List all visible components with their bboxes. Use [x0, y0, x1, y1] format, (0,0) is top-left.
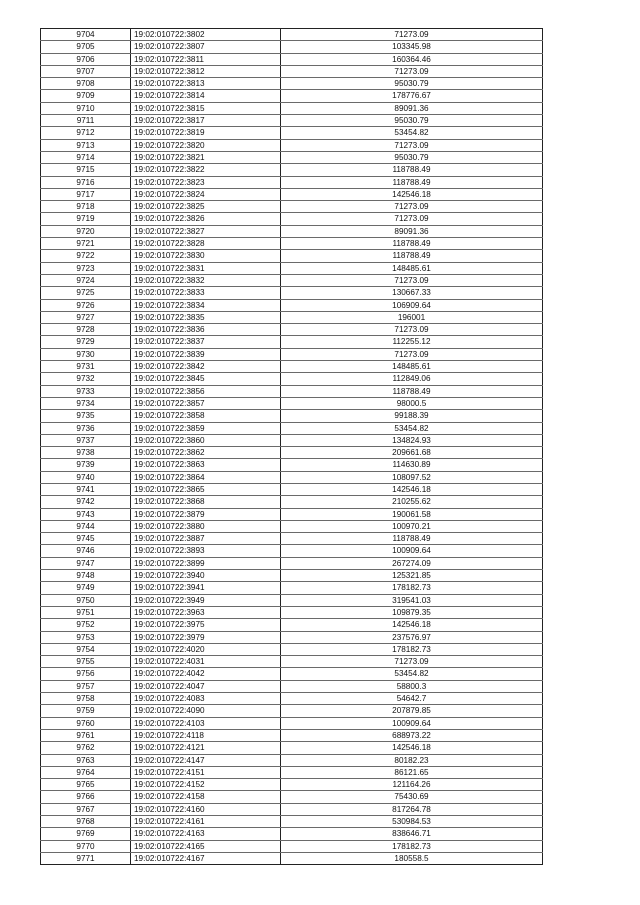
table-row [41, 729, 543, 741]
table-row [41, 852, 543, 864]
row-number-cell: 9729 [41, 336, 131, 348]
row-number-cell: 9721 [41, 238, 131, 250]
row-number-cell: 9733 [41, 385, 131, 397]
cadastral-number-cell: 19:02:010722:3940 [131, 570, 281, 582]
table-row [41, 410, 543, 422]
amount-cell: 118788.49 [281, 533, 543, 545]
amount-cell: 112849.06 [281, 373, 543, 385]
cadastral-number-cell: 19:02:010722:3822 [131, 164, 281, 176]
row-number-cell: 9763 [41, 754, 131, 766]
cadastral-number-cell: 19:02:010722:3899 [131, 557, 281, 569]
amount-cell: 103345.98 [281, 41, 543, 53]
table-row [41, 324, 543, 336]
cadastral-number-cell: 19:02:010722:4042 [131, 668, 281, 680]
table-row [41, 693, 543, 705]
table-row [41, 570, 543, 582]
row-number-cell: 9727 [41, 311, 131, 323]
table-row [41, 213, 543, 225]
amount-cell: 125321.85 [281, 570, 543, 582]
row-number-cell: 9766 [41, 791, 131, 803]
row-number-cell: 9748 [41, 570, 131, 582]
row-number-cell: 9713 [41, 139, 131, 151]
row-number-cell: 9728 [41, 324, 131, 336]
amount-cell: 71273.09 [281, 139, 543, 151]
table-row [41, 594, 543, 606]
row-number-cell: 9734 [41, 397, 131, 409]
amount-cell: 688973.22 [281, 729, 543, 741]
amount-cell: 100970.21 [281, 520, 543, 532]
amount-cell: 160364.46 [281, 53, 543, 65]
table-row [41, 385, 543, 397]
row-number-cell: 9743 [41, 508, 131, 520]
amount-cell: 148485.61 [281, 262, 543, 274]
row-number-cell: 9736 [41, 422, 131, 434]
table-row [41, 139, 543, 151]
cadastral-number-cell: 19:02:010722:4161 [131, 816, 281, 828]
amount-cell: 109879.35 [281, 606, 543, 618]
row-number-cell: 9738 [41, 447, 131, 459]
cadastral-number-cell: 19:02:010722:3860 [131, 434, 281, 446]
table-body [41, 29, 543, 865]
cadastral-number-cell: 19:02:010722:3813 [131, 78, 281, 90]
table-row [41, 188, 543, 200]
table-row [41, 102, 543, 114]
row-number-cell: 9744 [41, 520, 131, 532]
row-number-cell: 9723 [41, 262, 131, 274]
cadastral-number-cell: 19:02:010722:3949 [131, 594, 281, 606]
amount-cell: 114630.89 [281, 459, 543, 471]
cadastral-number-cell: 19:02:010722:4047 [131, 680, 281, 692]
table-row [41, 668, 543, 680]
amount-cell: 190061.58 [281, 508, 543, 520]
cadastral-number-cell: 19:02:010722:3821 [131, 151, 281, 163]
table-row [41, 361, 543, 373]
amount-cell: 71273.09 [281, 274, 543, 286]
row-number-cell: 9731 [41, 361, 131, 373]
table-row [41, 606, 543, 618]
amount-cell: 178182.73 [281, 582, 543, 594]
row-number-cell: 9735 [41, 410, 131, 422]
cadastral-number-cell: 19:02:010722:4158 [131, 791, 281, 803]
amount-cell: 71273.09 [281, 29, 543, 41]
cadastral-number-cell: 19:02:010722:4090 [131, 705, 281, 717]
row-number-cell: 9720 [41, 225, 131, 237]
amount-cell: 210255.62 [281, 496, 543, 508]
row-number-cell: 9749 [41, 582, 131, 594]
amount-cell: 118788.49 [281, 385, 543, 397]
table-row [41, 508, 543, 520]
amount-cell: 100909.64 [281, 717, 543, 729]
cadastral-number-cell: 19:02:010722:3845 [131, 373, 281, 385]
table-row [41, 373, 543, 385]
row-number-cell: 9732 [41, 373, 131, 385]
table-row [41, 791, 543, 803]
amount-cell: 267274.09 [281, 557, 543, 569]
cadastral-number-cell: 19:02:010722:3833 [131, 287, 281, 299]
amount-cell: 178776.67 [281, 90, 543, 102]
table-row [41, 201, 543, 213]
row-number-cell: 9755 [41, 656, 131, 668]
cadastral-number-cell: 19:02:010722:3893 [131, 545, 281, 557]
cadastral-number-cell: 19:02:010722:3865 [131, 483, 281, 495]
amount-cell: 196001 [281, 311, 543, 323]
amount-cell: 180558.5 [281, 852, 543, 864]
row-number-cell: 9752 [41, 619, 131, 631]
row-number-cell: 9710 [41, 102, 131, 114]
amount-cell: 108097.52 [281, 471, 543, 483]
table-row [41, 840, 543, 852]
amount-cell: 118788.49 [281, 176, 543, 188]
cadastral-number-cell: 19:02:010722:3880 [131, 520, 281, 532]
row-number-cell: 9704 [41, 29, 131, 41]
amount-cell: 95030.79 [281, 151, 543, 163]
cadastral-number-cell: 19:02:010722:3857 [131, 397, 281, 409]
amount-cell: 53454.82 [281, 127, 543, 139]
table-row [41, 643, 543, 655]
cadastral-number-cell: 19:02:010722:4147 [131, 754, 281, 766]
row-number-cell: 9741 [41, 483, 131, 495]
cadastral-number-cell: 19:02:010722:3812 [131, 65, 281, 77]
table-row [41, 434, 543, 446]
cadastral-number-cell: 19:02:010722:3879 [131, 508, 281, 520]
amount-cell: 118788.49 [281, 238, 543, 250]
cadastral-number-cell: 19:02:010722:3858 [131, 410, 281, 422]
table-row [41, 816, 543, 828]
cadastral-number-cell: 19:02:010722:4118 [131, 729, 281, 741]
table-row [41, 422, 543, 434]
cadastral-number-cell: 19:02:010722:3830 [131, 250, 281, 262]
table-row [41, 459, 543, 471]
table-row [41, 336, 543, 348]
amount-cell: 148485.61 [281, 361, 543, 373]
amount-cell: 530984.53 [281, 816, 543, 828]
table-row [41, 151, 543, 163]
cadastral-number-cell: 19:02:010722:3862 [131, 447, 281, 459]
amount-cell: 112255.12 [281, 336, 543, 348]
table-row [41, 287, 543, 299]
table-row [41, 545, 543, 557]
table-row [41, 631, 543, 643]
amount-cell: 319541.03 [281, 594, 543, 606]
row-number-cell: 9770 [41, 840, 131, 852]
row-number-cell: 9715 [41, 164, 131, 176]
cadastral-number-cell: 19:02:010722:3835 [131, 311, 281, 323]
table-row [41, 348, 543, 360]
cadastral-number-cell: 19:02:010722:3823 [131, 176, 281, 188]
table-row [41, 533, 543, 545]
amount-cell: 89091.36 [281, 102, 543, 114]
cadastral-number-cell: 19:02:010722:4152 [131, 779, 281, 791]
row-number-cell: 9730 [41, 348, 131, 360]
row-number-cell: 9742 [41, 496, 131, 508]
table-row [41, 274, 543, 286]
cadastral-number-cell: 19:02:010722:4121 [131, 742, 281, 754]
cadastral-number-cell: 19:02:010722:3825 [131, 201, 281, 213]
table-row [41, 582, 543, 594]
table-row [41, 29, 543, 41]
amount-cell: 100909.64 [281, 545, 543, 557]
row-number-cell: 9709 [41, 90, 131, 102]
row-number-cell: 9707 [41, 65, 131, 77]
cadastral-number-cell: 19:02:010722:3863 [131, 459, 281, 471]
cadastral-number-cell: 19:02:010722:3820 [131, 139, 281, 151]
cadastral-number-cell: 19:02:010722:3941 [131, 582, 281, 594]
table-row [41, 803, 543, 815]
table-row [41, 766, 543, 778]
cadastral-number-cell: 19:02:010722:3811 [131, 53, 281, 65]
row-number-cell: 9718 [41, 201, 131, 213]
cadastral-number-cell: 19:02:010722:4151 [131, 766, 281, 778]
cadastral-number-cell: 19:02:010722:3832 [131, 274, 281, 286]
amount-cell: 95030.79 [281, 78, 543, 90]
amount-cell: 53454.82 [281, 668, 543, 680]
cadastral-number-cell: 19:02:010722:3868 [131, 496, 281, 508]
data-table [40, 28, 543, 865]
table-row [41, 557, 543, 569]
cadastral-number-cell: 19:02:010722:4160 [131, 803, 281, 815]
amount-cell: 142546.18 [281, 483, 543, 495]
amount-cell: 71273.09 [281, 65, 543, 77]
table-row [41, 299, 543, 311]
row-number-cell: 9754 [41, 643, 131, 655]
cadastral-number-cell: 19:02:010722:4031 [131, 656, 281, 668]
amount-cell: 209661.68 [281, 447, 543, 459]
table-row [41, 53, 543, 65]
table-row [41, 717, 543, 729]
amount-cell: 118788.49 [281, 250, 543, 262]
amount-cell: 130667.33 [281, 287, 543, 299]
row-number-cell: 9769 [41, 828, 131, 840]
table-row [41, 656, 543, 668]
cadastral-number-cell: 19:02:010722:3837 [131, 336, 281, 348]
table-row [41, 176, 543, 188]
row-number-cell: 9746 [41, 545, 131, 557]
amount-cell: 178182.73 [281, 643, 543, 655]
table-row [41, 225, 543, 237]
row-number-cell: 9750 [41, 594, 131, 606]
table-row [41, 520, 543, 532]
cadastral-number-cell: 19:02:010722:3817 [131, 115, 281, 127]
amount-cell: 71273.09 [281, 348, 543, 360]
amount-cell: 838646.71 [281, 828, 543, 840]
amount-cell: 817264.78 [281, 803, 543, 815]
table-row [41, 483, 543, 495]
cadastral-number-cell: 19:02:010722:3839 [131, 348, 281, 360]
row-number-cell: 9757 [41, 680, 131, 692]
amount-cell: 71273.09 [281, 324, 543, 336]
row-number-cell: 9753 [41, 631, 131, 643]
amount-cell: 99188.39 [281, 410, 543, 422]
row-number-cell: 9751 [41, 606, 131, 618]
cadastral-number-cell: 19:02:010722:3824 [131, 188, 281, 200]
row-number-cell: 9724 [41, 274, 131, 286]
row-number-cell: 9765 [41, 779, 131, 791]
table-row [41, 471, 543, 483]
amount-cell: 71273.09 [281, 201, 543, 213]
cadastral-number-cell: 19:02:010722:4083 [131, 693, 281, 705]
amount-cell: 178182.73 [281, 840, 543, 852]
amount-cell: 142546.18 [281, 619, 543, 631]
cadastral-number-cell: 19:02:010722:3831 [131, 262, 281, 274]
cadastral-number-cell: 19:02:010722:3826 [131, 213, 281, 225]
table-row [41, 115, 543, 127]
amount-cell: 86121.65 [281, 766, 543, 778]
cadastral-number-cell: 19:02:010722:3827 [131, 225, 281, 237]
row-number-cell: 9726 [41, 299, 131, 311]
cadastral-number-cell: 19:02:010722:3856 [131, 385, 281, 397]
table-row [41, 680, 543, 692]
row-number-cell: 9706 [41, 53, 131, 65]
row-number-cell: 9771 [41, 852, 131, 864]
table-row [41, 705, 543, 717]
row-number-cell: 9717 [41, 188, 131, 200]
cadastral-number-cell: 19:02:010722:3802 [131, 29, 281, 41]
cadastral-number-cell: 19:02:010722:4020 [131, 643, 281, 655]
table-row [41, 127, 543, 139]
row-number-cell: 9764 [41, 766, 131, 778]
amount-cell: 134824.93 [281, 434, 543, 446]
table-row [41, 311, 543, 323]
table-row [41, 238, 543, 250]
row-number-cell: 9711 [41, 115, 131, 127]
row-number-cell: 9745 [41, 533, 131, 545]
cadastral-number-cell: 19:02:010722:3975 [131, 619, 281, 631]
amount-cell: 106909.64 [281, 299, 543, 311]
row-number-cell: 9747 [41, 557, 131, 569]
cadastral-number-cell: 19:02:010722:3836 [131, 324, 281, 336]
cadastral-number-cell: 19:02:010722:3864 [131, 471, 281, 483]
amount-cell: 95030.79 [281, 115, 543, 127]
amount-cell: 71273.09 [281, 213, 543, 225]
table-row [41, 447, 543, 459]
amount-cell: 237576.97 [281, 631, 543, 643]
row-number-cell: 9767 [41, 803, 131, 815]
amount-cell: 142546.18 [281, 188, 543, 200]
amount-cell: 118788.49 [281, 164, 543, 176]
row-number-cell: 9708 [41, 78, 131, 90]
cadastral-number-cell: 19:02:010722:3963 [131, 606, 281, 618]
row-number-cell: 9758 [41, 693, 131, 705]
cadastral-number-cell: 19:02:010722:3859 [131, 422, 281, 434]
cadastral-number-cell: 19:02:010722:3834 [131, 299, 281, 311]
amount-cell: 121164.26 [281, 779, 543, 791]
table-row [41, 779, 543, 791]
row-number-cell: 9716 [41, 176, 131, 188]
cadastral-number-cell: 19:02:010722:3887 [131, 533, 281, 545]
table-row [41, 754, 543, 766]
row-number-cell: 9759 [41, 705, 131, 717]
cadastral-number-cell: 19:02:010722:4163 [131, 828, 281, 840]
row-number-cell: 9722 [41, 250, 131, 262]
table-row [41, 90, 543, 102]
amount-cell: 89091.36 [281, 225, 543, 237]
row-number-cell: 9737 [41, 434, 131, 446]
row-number-cell: 9761 [41, 729, 131, 741]
table-row [41, 41, 543, 53]
row-number-cell: 9719 [41, 213, 131, 225]
table-row [41, 496, 543, 508]
table-row [41, 619, 543, 631]
table-row [41, 250, 543, 262]
cadastral-number-cell: 19:02:010722:4167 [131, 852, 281, 864]
cadastral-number-cell: 19:02:010722:3842 [131, 361, 281, 373]
table-row [41, 828, 543, 840]
amount-cell: 53454.82 [281, 422, 543, 434]
row-number-cell: 9760 [41, 717, 131, 729]
row-number-cell: 9740 [41, 471, 131, 483]
table-row [41, 65, 543, 77]
table-row [41, 78, 543, 90]
amount-cell: 142546.18 [281, 742, 543, 754]
row-number-cell: 9762 [41, 742, 131, 754]
amount-cell: 71273.09 [281, 656, 543, 668]
row-number-cell: 9705 [41, 41, 131, 53]
amount-cell: 58800.3 [281, 680, 543, 692]
cadastral-number-cell: 19:02:010722:4103 [131, 717, 281, 729]
row-number-cell: 9714 [41, 151, 131, 163]
amount-cell: 54642.7 [281, 693, 543, 705]
row-number-cell: 9739 [41, 459, 131, 471]
cadastral-number-cell: 19:02:010722:4165 [131, 840, 281, 852]
table-row [41, 397, 543, 409]
cadastral-number-cell: 19:02:010722:3815 [131, 102, 281, 114]
cadastral-number-cell: 19:02:010722:3807 [131, 41, 281, 53]
table-row [41, 742, 543, 754]
cadastral-number-cell: 19:02:010722:3814 [131, 90, 281, 102]
table-row [41, 164, 543, 176]
cadastral-number-cell: 19:02:010722:3828 [131, 238, 281, 250]
amount-cell: 80182.23 [281, 754, 543, 766]
cadastral-number-cell: 19:02:010722:3819 [131, 127, 281, 139]
table-row [41, 262, 543, 274]
amount-cell: 75430.69 [281, 791, 543, 803]
cadastral-number-cell: 19:02:010722:3979 [131, 631, 281, 643]
amount-cell: 98000.5 [281, 397, 543, 409]
row-number-cell: 9712 [41, 127, 131, 139]
row-number-cell: 9756 [41, 668, 131, 680]
row-number-cell: 9725 [41, 287, 131, 299]
row-number-cell: 9768 [41, 816, 131, 828]
amount-cell: 207879.85 [281, 705, 543, 717]
